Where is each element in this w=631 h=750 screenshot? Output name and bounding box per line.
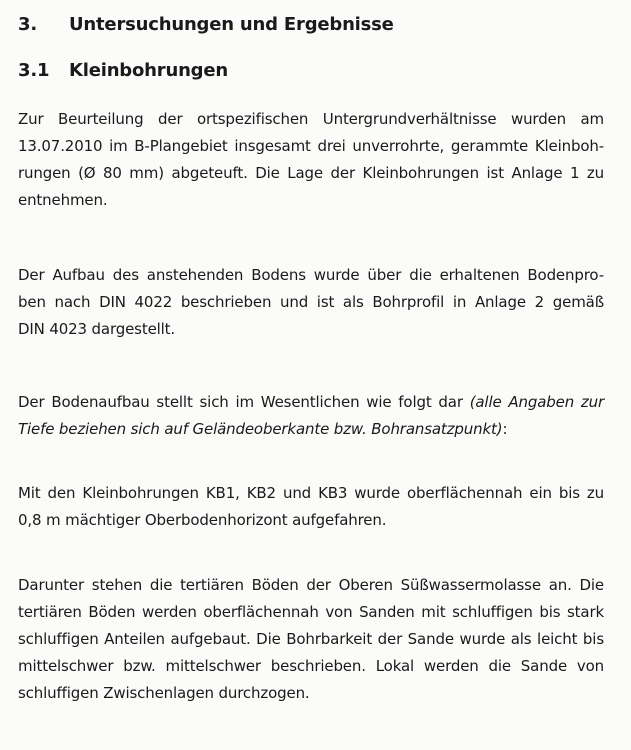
text-line: [18, 416, 604, 443]
text-line: 0,8 m mächtiger Oberbodenhorizont aufgefahren.: [18, 511, 387, 529]
section-number: 3.: [18, 14, 37, 35]
text-line: rungen (Ø 80 mm) abgeteuft. Die Lage der Kleinbohrungen ist Anlage 1 zu: [18, 164, 604, 182]
text-normal: :: [502, 420, 508, 438]
subsection-title: Kleinbohrungen: [69, 60, 228, 81]
text-line: mittelschwer bzw. mittelschwer beschrieben. Lokal werden die Sande von: [18, 657, 604, 675]
subsection-number: 3.1: [18, 60, 50, 81]
text-normal: Der Bodenaufbau stellt sich im Wesentlichen wie folgt dar: [18, 393, 470, 411]
section-title: Untersuchungen und Ergebnisse: [69, 14, 394, 35]
text-line: Der Aufbau des anstehenden Bodens wurde über die erhaltenen Bodenpro-: [18, 266, 604, 284]
text-line: schluffigen Zwischenlagen durchzogen.: [18, 684, 310, 702]
text-line: Zur Beurteilung der ortspezifischen Untergrundverhältnisse wurden am: [18, 110, 604, 128]
text-italic: Tiefe beziehen sich auf Geländeoberkante bzw. Bohransatzpunkt): [18, 420, 503, 438]
text-line: schluffigen Anteilen aufgebaut. Die Bohrbarkeit der Sande wurde als leicht bis: [18, 630, 604, 648]
paragraph-2: [18, 262, 604, 343]
text-line: Darunter stehen die tertiären Böden der Oberen Süßwassermolasse an. Die: [18, 576, 604, 594]
text-italic: (alle Angaben zur: [469, 393, 604, 411]
text-line: Mit den Kleinbohrungen KB1, KB2 und KB3 wurde oberflächennah ein bis zu: [18, 484, 604, 502]
text-line: [18, 389, 604, 416]
paragraph-5: [18, 572, 604, 707]
text-line: tertiären Böden werden oberflächennah von Sanden mit schluffigen bis stark: [18, 603, 604, 621]
text-line: DIN 4023 dargestellt.: [18, 320, 176, 338]
text-line: ben nach DIN 4022 beschrieben und ist als Bohrprofil in Anlage 2 gemäß: [18, 293, 604, 311]
paragraph-3: [18, 389, 604, 443]
paragraph-1: [18, 106, 604, 214]
paragraph-4: [18, 480, 604, 534]
text-line: 13.07.2010 im B-Plangebiet insgesamt drei unverrohrte, gerammte Kleinboh-: [18, 137, 604, 155]
text-line: entnehmen.: [18, 191, 108, 209]
